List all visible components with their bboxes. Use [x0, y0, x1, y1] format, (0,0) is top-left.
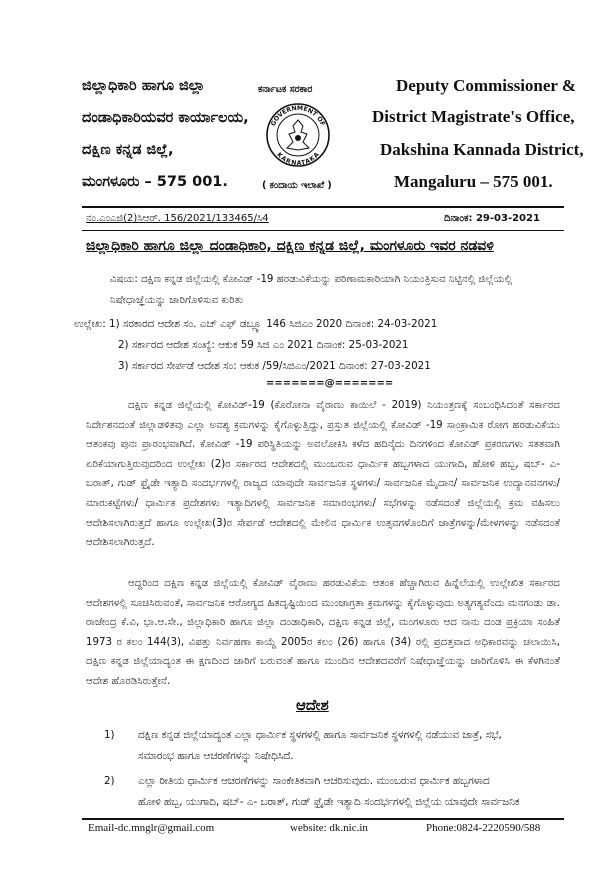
order-item-2-number: 2) — [104, 775, 115, 787]
footer-phone: Phone:0824-2220590/588 — [426, 822, 541, 834]
header-rule — [82, 206, 564, 208]
kn-office-line2: ದಂಡಾಧಿಕಾರಿಯವರ ಕಾರ್ಯಾಲಯ, — [82, 110, 249, 126]
reference-item-2: 2) ಸರ್ಕಾರದ ಆದೇಶ ಸಂಖ್ಯೆ: ಆಕುಕ 59 ಸಿಜಿ ಎಂ 2021 ದಿನಾಂಕ: 25-03-2021 — [118, 339, 409, 351]
footer-rule — [82, 818, 564, 820]
en-office-line4: Mangaluru – 575 001. — [394, 172, 553, 191]
govt-karnataka-label: ಕರ್ನಾಟಕ ಸರಕಾರ — [258, 84, 313, 95]
reference-rule — [82, 230, 564, 231]
svg-text:GOVERNMENT OF — [270, 105, 326, 127]
order-heading: ಆದೇಶ — [296, 696, 329, 714]
order-item-2-line1: ಎಲ್ಲಾ ರೀತಿಯ ಧಾರ್ಮಿಕ ಆಚರಣೆಗಳನ್ನು ಸಾಂಕೇತಿಕವಾಗಿ ಆಚರಿಸುವುದು. ಮುಂಬರುವ ಧಾರ್ಮಿಕ ಹಬ್ಬಗಳಾದ — [138, 775, 490, 787]
reference-item-3: 3) ಸರ್ಕಾರದ ಸೇರ್ಪಡೆ ಆದೇಶ ಸಂ: ಆಕುಕ /59/ಸಿಜಿಎಂ/2021 ದಿನಾಂಕ: 27-03-2021 — [118, 360, 431, 372]
seal-text-top: GOVERNMENT OF — [269, 104, 327, 128]
order-date: ದಿನಾಂಕ: 29-03-2021 — [444, 213, 540, 224]
subject-line1: ವಿಷಯ: ದಕ್ಷಿಣ ಕನ್ನಡ ಜಿಲ್ಲೆಯಲ್ಲಿ ಕೋವಿಡ್ -19 ಹರಡುವಿಕೆಯನ್ನು ಪರಿಣಾಮಕಾರಿಯಾಗಿ ನಿಯಂತ್ರಿಸುವ ನಿಟ್ಟಿನಲ್ಲಿ ಜಿಲ್ಲೆಯಲ್ಲಿ — [110, 274, 513, 285]
reference-item-1: ಉಲ್ಲೇಖ: 1) ಸರಕಾರದ ಆದೇಶ ಸಂ. ಎಚ್ ಎಫ್ ಡಬ್ಲ್ಯೂ 146 ಸಿಜಿಎಂ 2020 ದಿನಾಂಕ: 24-03-2021 — [74, 318, 438, 330]
order-item-1-number: 1) — [104, 729, 115, 741]
reference-number: ನಂ.ಎಂಎಜಿ(2)ಸಿಆರ್. 156/2021/133465/ಸಿ4 — [86, 213, 269, 224]
order-item-2-line2: ಹೋಳಿ ಹಬ್ಬ, ಯುಗಾದಿ, ಷಬ್- ಎ- ಬರಾತ್, ಗುಡ್ ಫ್ರೈಡೇ ಇತ್ಯಾದಿ ಸಂದರ್ಭಗಳಲ್ಲಿ ಜಿಲ್ಲೆಯ ಯಾವುದೇ ಸಾರ್ವಜನಿಕ — [138, 796, 520, 808]
section-divider: =======@======= — [266, 378, 394, 389]
kn-office-line3: ದಕ್ಷಿಣ ಕನ್ನಡ ಜಿಲ್ಲೆ, — [82, 142, 174, 158]
footer-website: website: dk.nic.in — [290, 822, 368, 834]
order-item-1-line2: ಸಮಾರಂಭ ಹಾಗೂ ಆಚರಣೆಗಳನ್ನು ನಿಷೇಧಿಸಿದೆ. — [138, 750, 294, 762]
paragraph-1: ದಕ್ಷಿಣ ಕನ್ನಡ ಜಿಲ್ಲೆಯಲ್ಲಿ ಕೋವಿಡ್-19 (ಕೊರೋನಾ ವೈರಾಣು ಕಾಯಿಲೆ - 2019) ನಿಯಂತ್ರಣಕ್ಕೆ ಸಂಬಂಧಿಸಿದಂತೆ ಸರ್ಕಾರದ ನಿರ್ದೇಶನದಂತೆ ಜಿಲ್ಲಾಡಳಿತವು ಎಲ್ಲಾ ಅವಶ್ಯ ಕ್ರಮಗಳನ್ನು ಕೈಗೊಳ್ಳುತ್ತಿದ್ದು, ಪ್ರಸ್ತುತ ಜಿಲ್ಲೆಯಲ್ಲಿ ಕೋವಿಡ್ -19 ಸಾಂಕ್ರಾಮಿಕ ರೋಗ ಹರಡುವಿಕೆಯು ಆತಂಕವು ಪುನಃ ಪ್ರಾರಂಭವಾಗಿದೆ. ಕೋವಿಡ್ -19 ಪರಿಸ್ಥಿತಿಯನ್ನು ಅವಲೋಕಿಸಿ ಕಳೆದ ಹದಿನೈದು ದಿನಗಳಿಂದ ಕೋವಿಡ್ ಪ್ರಕರಣಗಳು ಸತತವಾಗಿ ಏರಿಕೆಯಾಗುತ್ತಿರುವುದರಿಂದ ಉಲ್ಲೇಖ (2)ರ ಸರ್ಕಾರದ ಆದೇಶದಲ್ಲಿ ಮುಂಬರುವ ಧಾರ್ಮಿಕ ಹಬ್ಬಗಳಾದ ಯುಗಾದಿ, ಹೋಳಿ ಹಬ್ಬ, ಷಬ್- ಎ- ಬರಾತ್, ಗುಡ್ ಫ್ರೈಡೇ ಇತ್ಯಾದಿ ಸಂದರ್ಭಗಳಲ್ಲಿ ರಾಜ್ಯದ ಯಾವುದೇ ಸಾರ್ವಜನಿಕ ಸ್ಥಳಗಳು/ ಸಾರ್ವಜನಿಕ ಮೈದಾನ/ ಸಾರ್ವಜನಿಕ ಉದ್ಯಾನವನಗಳು/ ಮಾರುಕಟ್ಟೆಗಳು/ ಧಾರ್ಮಿಕ ಪ್ರದೇಶಗಳು ಇತ್ಯಾದಿಗಳಲ್ಲಿ ಸಾರ್ವಜನಿಕ ಸಮಾರಂಭಗಳು/ ಸಭೆಗಳನ್ನು ನಡೆಸದಂತೆ ಜಿಲ್ಲೆಯಲ್ಲಿ ಕ್ರಮ ವಹಿಸಲು ಆದೇಶಿಸಲಾಗಿರುತ್ತದೆ ಹಾಗೂ ಉಲ್ಲೇಖ(3)ರ ಸೇರ್ಪಡೆ ಆದೇಶದಲ್ಲಿ ಮೇಲಿನ ಧಾರ್ಮಿಕ ಉತ್ಸವಗಳೊಂದಿಗೆ ಜಾತ್ರೆಗಳನ್ನು/ಮೇಳಗಳನ್ನು ನಡೆಸದಂತೆ ಆದೇಶಿಸಲಾಗಿರುತ್ತದೆ. — [86, 400, 560, 549]
subject-line2: ನಿಷೇಧಾಜ್ಞೆಯನ್ನು ಜಾರಿಗೊಳಿಸುವ ಕುರಿತು — [110, 295, 244, 306]
paragraph-2: ಆದ್ದರಿಂದ ದಕ್ಷಿಣ ಕನ್ನಡ ಜಿಲ್ಲೆಯಲ್ಲಿ ಕೋವಿಡ್ ವೈರಾಣು ಹರಡುವಿಕೆಯ ಆತಂಕ ಹೆಚ್ಚಾಗಿರುವ ಹಿನ್ನೆಲೆಯಲ್ಲಿ ಉಲ್ಲೇಖಿತ ಸರ್ಕಾರದ ಆದೇಶಗಳಲ್ಲಿ ಸೂಚಿಸಿರುವಂತೆ, ಸಾರ್ವಜನಿಕ ಆರೋಗ್ಯದ ಹಿತದೃಷ್ಟಿಯಿಂದ ಮುಂಜಾಗ್ರತಾ ಕ್ರಮಗಳನ್ನು ಕೈಗೊಳ್ಳುವುದು ಅತ್ಯಗತ್ಯವೆಂದು ಮನಗಂಡು ಡಾ. ರಾಜೇಂದ್ರ ಕೆ.ವಿ, ಭಾ.ಆ.ಸೇ., ಜಿಲ್ಲಾಧಿಕಾರಿ ಹಾಗೂ ಜಿಲ್ಲಾ ದಂಡಾಧಿಕಾರಿ, ದಕ್ಷಿಣ ಕನ್ನಡ ಜಿಲ್ಲೆ, ಮಂಗಳೂರು ಆದ ನಾನು ದಂಡ ಪ್ರಕ್ರಿಯಾ ಸಂಹಿತೆ 1973 ರ ಕಲಂ 144(3), ವಿಪತ್ತು ನಿರ್ವಹಣಾ ಕಾಯ್ದೆ 2005ರ ಕಲಂ (26) ಹಾಗೂ (34) ರಲ್ಲಿ ಪ್ರದತ್ತವಾದ ಅಧಿಕಾರವನ್ನು ಚಲಾಯಿಸಿ, ದಕ್ಷಿಣ ಕನ್ನಡ ಜಿಲ್ಲೆಯಾದ್ಯಂತ ಈ ಕ್ಷಣದಿಂದ ಜಾರಿಗೆ ಬರುವಂತೆ ಹಾಗೂ ಮುಂದಿನ ಆದೇಶದವರೆಗೆ ನಿಷೇಧಾಜ್ಞೆಯನ್ನು ಜಾರಿಗೊಳಿಸಿ ಈ ಕೆಳಗಿನಂತೆ ಆದೇಶ ಹೊರಡಿಸಿರುತ್ತೇನೆ. — [86, 578, 560, 687]
svg-text:KARNATAKA — [275, 151, 321, 167]
revenue-dept-label: ( ಕಂದಾಯ ಇಲಾಖೆ ) — [262, 180, 332, 191]
government-seal-icon — [265, 102, 331, 168]
kn-office-line4: ಮಂಗಳೂರು – 575 001. — [82, 174, 228, 190]
seal-text-bottom: KARNATAKA — [275, 151, 321, 168]
order-item-1-line1: ದಕ್ಷಿಣ ಕನ್ನಡ ಜಿಲ್ಲೆಯಾದ್ಯಂತ ಎಲ್ಲಾ ಧಾರ್ಮಿಕ ಸ್ಥಳಗಳಲ್ಲಿ ಹಾಗೂ ಸಾರ್ವಜನಿಕ ಸ್ಥಳಗಳಲ್ಲಿ ನಡೆಯುವ ಜಾತ್ರೆ, ಸಭೆ, — [138, 729, 502, 741]
page-title: ಜಿಲ್ಲಾಧಿಕಾರಿ ಹಾಗೂ ಜಿಲ್ಲಾ ದಂಡಾಧಿಕಾರಿ, ದಕ್ಷಿಣ ಕನ್ನಡ ಜಿಲ್ಲೆ, ಮಂಗಳೂರು ಇವರ ನಡವಳಿ — [86, 238, 494, 254]
en-office-line1: Deputy Commissioner & — [396, 76, 577, 95]
footer-email: Email-dc.mnglr@gmail.com — [88, 822, 215, 834]
kn-office-line1: ಜಿಲ್ಲಾಧಿಕಾರಿ ಹಾಗೂ ಜಿಲ್ಲಾ — [82, 78, 205, 94]
en-office-line3: Dakshina Kannada District, — [380, 140, 584, 159]
en-office-line2: District Magistrate's Office, — [372, 107, 575, 126]
